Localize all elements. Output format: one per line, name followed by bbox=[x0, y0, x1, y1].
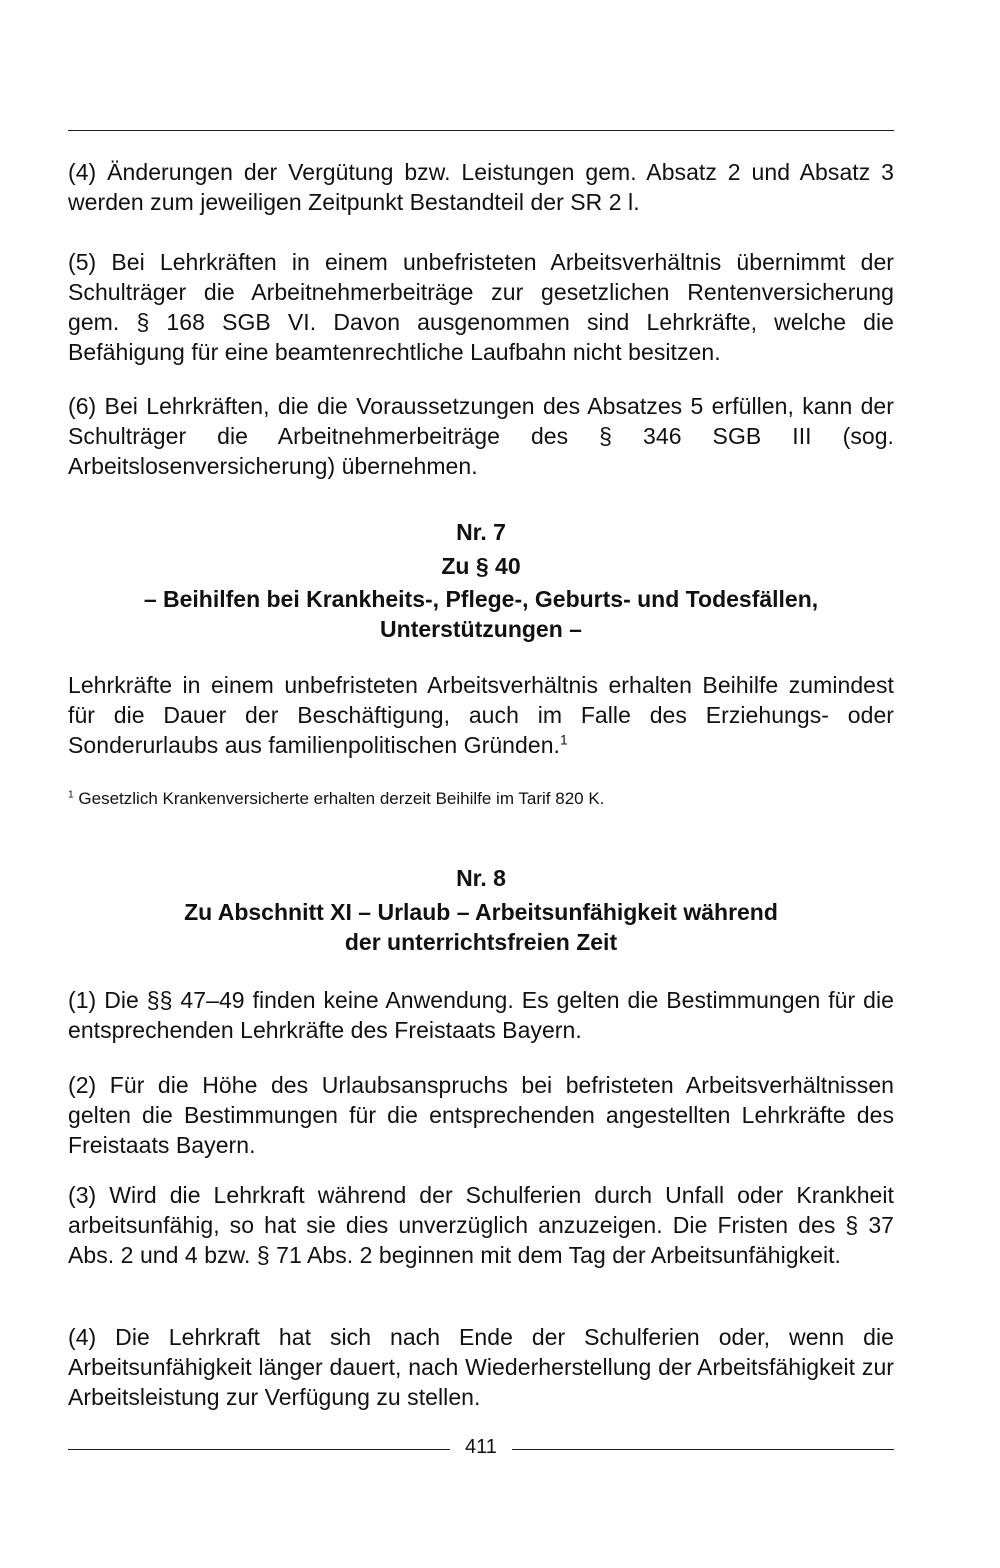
section-8-title-line-1: Zu Abschnitt XI – Urlaub – Arbeitsunfähigkeit während bbox=[184, 899, 778, 925]
section-8-paragraph-4: (4) Die Lehrkraft hat sich nach Ende der Schulferien oder, wenn die Arbeitsunfähigkeit länger dauert, nach Wiederherstellung der Arbeitsfähigkeit zur Arbeitsleistung zur Verfügung zu stellen. bbox=[68, 1324, 894, 1410]
section-7-body-text: Lehrkräfte in einem unbefristeten Arbeitsverhältnis erhalten Beihilfe zumindest für die Dauer der Beschäftigung, auch im Falle des Erziehungs- oder Sonderurlaubs aus familienpolitischen Gründen. bbox=[68, 672, 894, 758]
section-8-paragraph-2: (2) Für die Höhe des Urlaubsanspruchs bei befristeten Arbeitsverhältnissen gelten die Bestimmungen für die entsprechenden angestellten Lehrkräfte des Freistaats Bayern. bbox=[68, 1072, 894, 1158]
section-8-number: Nr. 8 bbox=[456, 865, 506, 891]
page-footer bbox=[68, 1432, 894, 1462]
section-8-paragraph-1: (1) Die §§ 47–49 finden keine Anwendung. Es gelten die Bestimmungen für die entsprechenden Lehrkräfte des Freistaats Bayern. bbox=[68, 987, 894, 1043]
section-8-title-line-2: der unterrichtsfreien Zeit bbox=[344, 929, 618, 955]
footnote-marker: 1 bbox=[68, 789, 74, 801]
page-number: 411 bbox=[465, 1436, 497, 1458]
paragraph-4: (4) Änderungen der Vergütung bzw. Leistungen gem. Absatz 2 und Absatz 3 werden zum jeweiligen Zeitpunkt Bestandteil der SR 2 l. bbox=[68, 159, 894, 215]
section-8-heading bbox=[68, 863, 894, 957]
paragraph-5: (5) Bei Lehrkräften in einem unbefristeten Arbeitsverhältnis übernimmt der Schulträger die Arbeitnehmerbeiträge zur gesetzlichen Rentenversicherung gem. § 168 SGB VI. Davon ausgenommen sind Lehrkräfte, welche die Befähigung für eine beamtenrechtliche Laufbahn nicht besitzen. bbox=[68, 249, 894, 365]
footnote-reference: 1 bbox=[559, 732, 568, 748]
section-8-paragraph-3: (3) Wird die Lehrkraft während der Schulferien durch Unfall oder Krankheit arbeitsunfähig, so hat sie dies unverzüglich anzuzeigen. Die Fristen des § 37 Abs. 2 und 4 bzw. § 71 Abs. 2 beginnen mit dem Tag der Arbeitsunfähigkeit. bbox=[68, 1182, 894, 1268]
section-7-title-line-1: – Beihilfen bei Krankheits-, Pflege-, Geburts- und Todesfällen, bbox=[143, 586, 819, 612]
footnote bbox=[68, 788, 894, 810]
section-7-number: Nr. 7 bbox=[456, 519, 506, 545]
section-7-reference: Zu § 40 bbox=[441, 553, 521, 579]
section-7-title-line-2: Unterstützungen – bbox=[380, 616, 582, 642]
section-7-body bbox=[68, 670, 894, 760]
paragraph-6: (6) Bei Lehrkräften, die die Voraussetzungen des Absatzes 5 erfüllen, kann der Schulträger die Arbeitnehmerbeiträge des § 346 SGB III (sog. Arbeitslosenversicherung) übernehmen. bbox=[68, 393, 894, 479]
top-rule bbox=[68, 130, 894, 131]
section-7-heading bbox=[68, 517, 894, 644]
footer-rule-right bbox=[512, 1449, 894, 1450]
footnote-text: Gesetzlich Krankenversicherte erhalten derzeit Beihilfe im Tarif 820 K. bbox=[78, 789, 605, 808]
